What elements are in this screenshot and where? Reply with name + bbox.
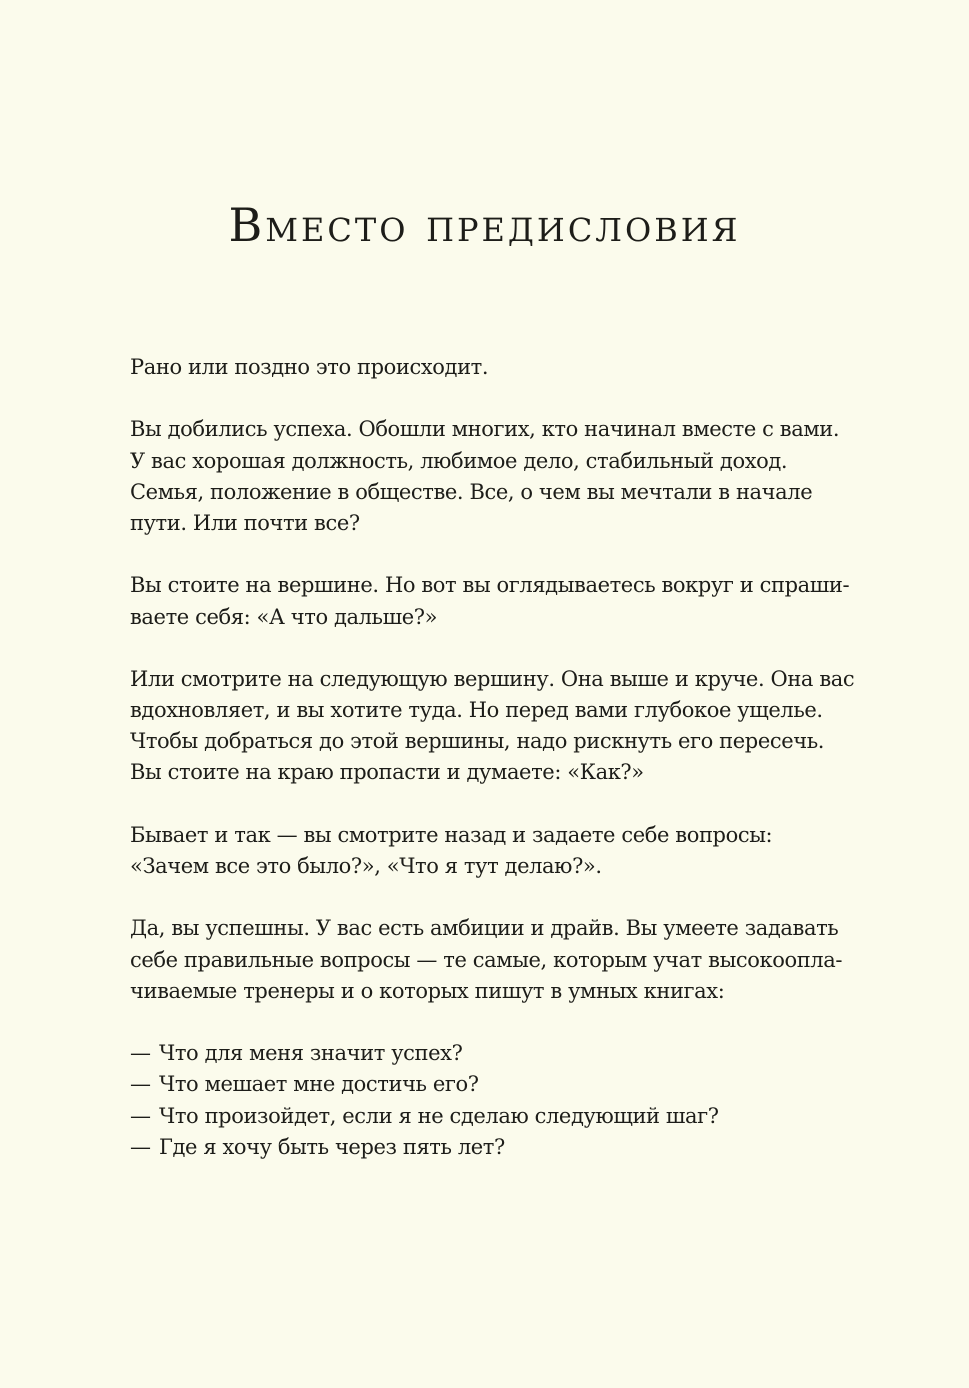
text-line: чиваемые тренеры и о которых пишут в умных книгах: [130, 978, 725, 1003]
text-line: У вас хорошая должность, любимое дело, стабильный доход. [130, 448, 788, 473]
text-line: пути. Или почти все? [130, 510, 360, 535]
text-line: себе правильные вопросы — те самые, которым учат высокоопла- [130, 947, 843, 972]
text-line: Семья, положение в обществе. Все, о чем вы мечтали в начале [130, 479, 813, 504]
paragraph-gap [130, 1007, 850, 1038]
question-text: Где я хочу быть через пять лет? [159, 1134, 505, 1159]
text-line: Чтобы добраться до этой вершины, надо рискнуть его пересечь. [130, 729, 825, 754]
text-line: Вы стоите на краю пропасти и думаете: «Как?» [130, 760, 644, 785]
paragraph-gap [130, 789, 850, 820]
text-line: Бывает и так — вы смотрите назад и задаете себе вопросы: [130, 822, 773, 847]
paragraph-gap [130, 383, 850, 414]
paragraph [130, 570, 850, 632]
paragraph-gap [130, 539, 850, 570]
question-item [130, 1101, 850, 1132]
text-line: вдохновляет, и вы хотите туда. Но перед вами глубокое ущелье. [130, 698, 823, 723]
text-line: Вы добились успеха. Обошли многих, кто начинал вместе с вами. [130, 417, 840, 442]
text-line: Рано или поздно это происходит. [130, 355, 489, 379]
paragraph-gap [130, 882, 850, 913]
question-item [130, 1038, 850, 1069]
text-line: Или смотрите на следующую вершину. Она выше и круче. Она вас [130, 666, 855, 691]
list-dash: — [130, 1041, 151, 1066]
text-line: ваете себя: «А что дальше?» [130, 604, 438, 629]
question-text: Что для меня значит успех? [159, 1041, 463, 1066]
paragraph [130, 414, 850, 539]
text-line: Вы стоите на вершине. Но вот вы оглядываетесь вокруг и спраши- [130, 573, 850, 598]
paragraph [130, 913, 850, 1007]
list-dash: — [130, 1134, 151, 1159]
chapter-body [130, 352, 855, 1163]
question-text: Что мешает мне достичь его? [159, 1072, 479, 1097]
paragraph [130, 820, 850, 882]
chapter-title: Вместо предисловия [228, 198, 741, 252]
text-line: «Зачем все это было?», «Что я тут делаю?». [130, 854, 602, 878]
question-item [130, 1132, 850, 1163]
question-text: Что произойдет, если я не сделаю следующий шаг? [159, 1103, 719, 1128]
list-dash: — [130, 1103, 151, 1128]
question-list [130, 1038, 850, 1163]
question-item [130, 1069, 850, 1100]
list-dash: — [130, 1072, 151, 1097]
paragraph-gap [130, 633, 850, 664]
paragraph [130, 664, 855, 789]
paragraph [130, 352, 850, 383]
text-line: Да, вы успешны. У вас есть амбиции и драйв. Вы умеете задавать [130, 916, 839, 941]
